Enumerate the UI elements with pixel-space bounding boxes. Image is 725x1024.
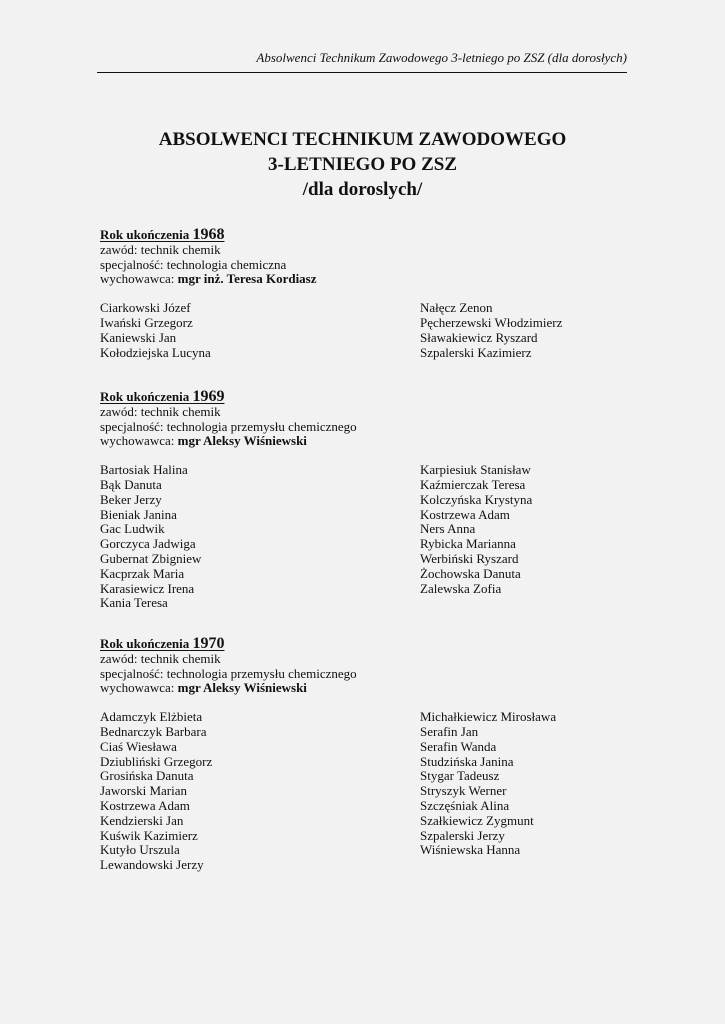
- list-item: Gac Ludwik: [100, 521, 165, 537]
- specialization-line: specjalność: technologia przemysłu chemicznego: [100, 418, 357, 434]
- list-item: Karpiesiuk Stanisław: [420, 462, 531, 478]
- year-number: 1968: [192, 226, 225, 243]
- list-item: Gorczyca Jadwiga: [100, 536, 196, 552]
- names-list: [100, 710, 620, 873]
- page-title-line-2: 3-LETNIEGO PO ZSZ: [268, 154, 457, 175]
- names-column-right: [420, 463, 620, 611]
- list-item: Kutyło Urszula: [100, 842, 180, 858]
- list-item: Ners Anna: [420, 521, 476, 537]
- tutor-line: [100, 681, 620, 696]
- list-item: Zalewska Zofia: [420, 580, 502, 596]
- list-item: Szpalerski Jerzy: [420, 827, 505, 843]
- tutor-name: mgr Aleksy Wiśniewski: [177, 680, 307, 696]
- list-item: Kostrzewa Adam: [420, 506, 510, 522]
- names-column-left: [100, 710, 420, 873]
- tutor-label: wychowawca:: [100, 433, 175, 449]
- specialization-line: specjalność: technologia przemysłu chemicznego: [100, 665, 357, 681]
- page-title-line-3: /dla doroslych/: [302, 179, 423, 200]
- header-rule: [97, 72, 627, 73]
- tutor-name: mgr inż. Teresa Kordiasz: [177, 271, 317, 287]
- list-item: Bednarczyk Barbara: [100, 723, 207, 739]
- running-header: Absolwenci Technikum Zawodowego 3-letniego po ZSZ (dla dorosłych): [256, 50, 627, 65]
- names-column-left: [100, 301, 420, 360]
- specialization-line: specjalność: technologia chemiczna: [100, 256, 287, 272]
- tutor-line: [100, 434, 620, 449]
- list-item: Studzińska Janina: [420, 753, 514, 769]
- list-item: Nałęcz Zenon: [420, 300, 493, 316]
- year-label: Rok ukończenia: [100, 227, 190, 242]
- list-item: Serafin Jan: [420, 723, 479, 739]
- names-list: [100, 463, 620, 611]
- list-item: Gubernat Zbigniew: [100, 550, 202, 566]
- year-label: Rok ukończenia: [100, 636, 190, 651]
- list-item: Szałkiewicz Zygmunt: [420, 812, 534, 828]
- list-item: Kołodziejska Lucyna: [100, 344, 211, 360]
- names-list: [100, 301, 620, 360]
- list-item: Kostrzewa Adam: [100, 797, 190, 813]
- list-item: Kolczyńska Krystyna: [420, 491, 533, 507]
- graduates-section-1970: [100, 637, 620, 873]
- profession-line: zawód: technik chemik: [100, 403, 221, 419]
- list-item: Pęcherzewski Włodzimierz: [420, 314, 563, 330]
- list-item: Szpalerski Kazimierz: [420, 344, 532, 360]
- list-item: Jaworski Marian: [100, 783, 188, 799]
- list-item: Żochowska Danuta: [420, 565, 521, 581]
- graduates-section-1969: [100, 390, 620, 611]
- list-item: Stryszyk Werner: [420, 783, 507, 799]
- names-column-right: [420, 301, 620, 360]
- year-number: 1969: [192, 388, 225, 405]
- graduates-section-1968: [100, 228, 620, 360]
- list-item: Beker Jerzy: [100, 491, 162, 507]
- list-item: Bąk Danuta: [100, 476, 162, 492]
- list-item: Rybicka Marianna: [420, 536, 516, 552]
- list-item: Serafin Wanda: [420, 738, 497, 754]
- list-item: Adamczyk Elżbieta: [100, 709, 203, 725]
- section-year-heading: [100, 637, 224, 652]
- list-item: Ciarkowski Józef: [100, 300, 191, 316]
- profession-line: zawód: technik chemik: [100, 650, 221, 666]
- list-item: Ciaś Wiesława: [100, 738, 177, 754]
- list-item: Kania Teresa: [100, 595, 168, 611]
- list-item: Bartosiak Halina: [100, 462, 188, 478]
- page-title-line-1: ABSOLWENCI TECHNIKUM ZAWODOWEGO: [158, 129, 567, 150]
- list-item: Michałkiewicz Mirosława: [420, 709, 557, 725]
- list-item: Karasiewicz Irena: [100, 580, 195, 596]
- tutor-label: wychowawca:: [100, 271, 175, 287]
- list-item: Kuświk Kazimierz: [100, 827, 198, 843]
- list-item: Grosińska Danuta: [100, 768, 194, 784]
- tutor-label: wychowawca:: [100, 680, 175, 696]
- list-item: Werbiński Ryszard: [420, 550, 519, 566]
- list-item: Szczęśniak Alina: [420, 797, 510, 813]
- names-column-right: [420, 710, 620, 873]
- tutor-name: mgr Aleksy Wiśniewski: [177, 433, 307, 449]
- list-item: Dziubliński Grzegorz: [100, 753, 213, 769]
- list-item: Kaźmierczak Teresa: [420, 476, 526, 492]
- year-label: Rok ukończenia: [100, 389, 190, 404]
- list-item: Lewandowski Jerzy: [100, 857, 204, 873]
- names-column-left: [100, 463, 420, 611]
- section-year-heading: [100, 228, 224, 243]
- list-item: Kaniewski Jan: [100, 329, 177, 345]
- list-item: Wiśniewska Hanna: [420, 842, 521, 858]
- tutor-line: [100, 272, 620, 287]
- year-number: 1970: [192, 635, 225, 652]
- page-title: [0, 127, 725, 202]
- profession-line: zawód: technik chemik: [100, 241, 221, 257]
- list-item: Bieniak Janina: [100, 506, 177, 522]
- list-item: Sławakiewicz Ryszard: [420, 329, 538, 345]
- list-item: Kacprzak Maria: [100, 565, 185, 581]
- section-year-heading: [100, 390, 224, 405]
- list-item: Iwański Grzegorz: [100, 314, 193, 330]
- list-item: Stygar Tadeusz: [420, 768, 500, 784]
- list-item: Kendzierski Jan: [100, 812, 184, 828]
